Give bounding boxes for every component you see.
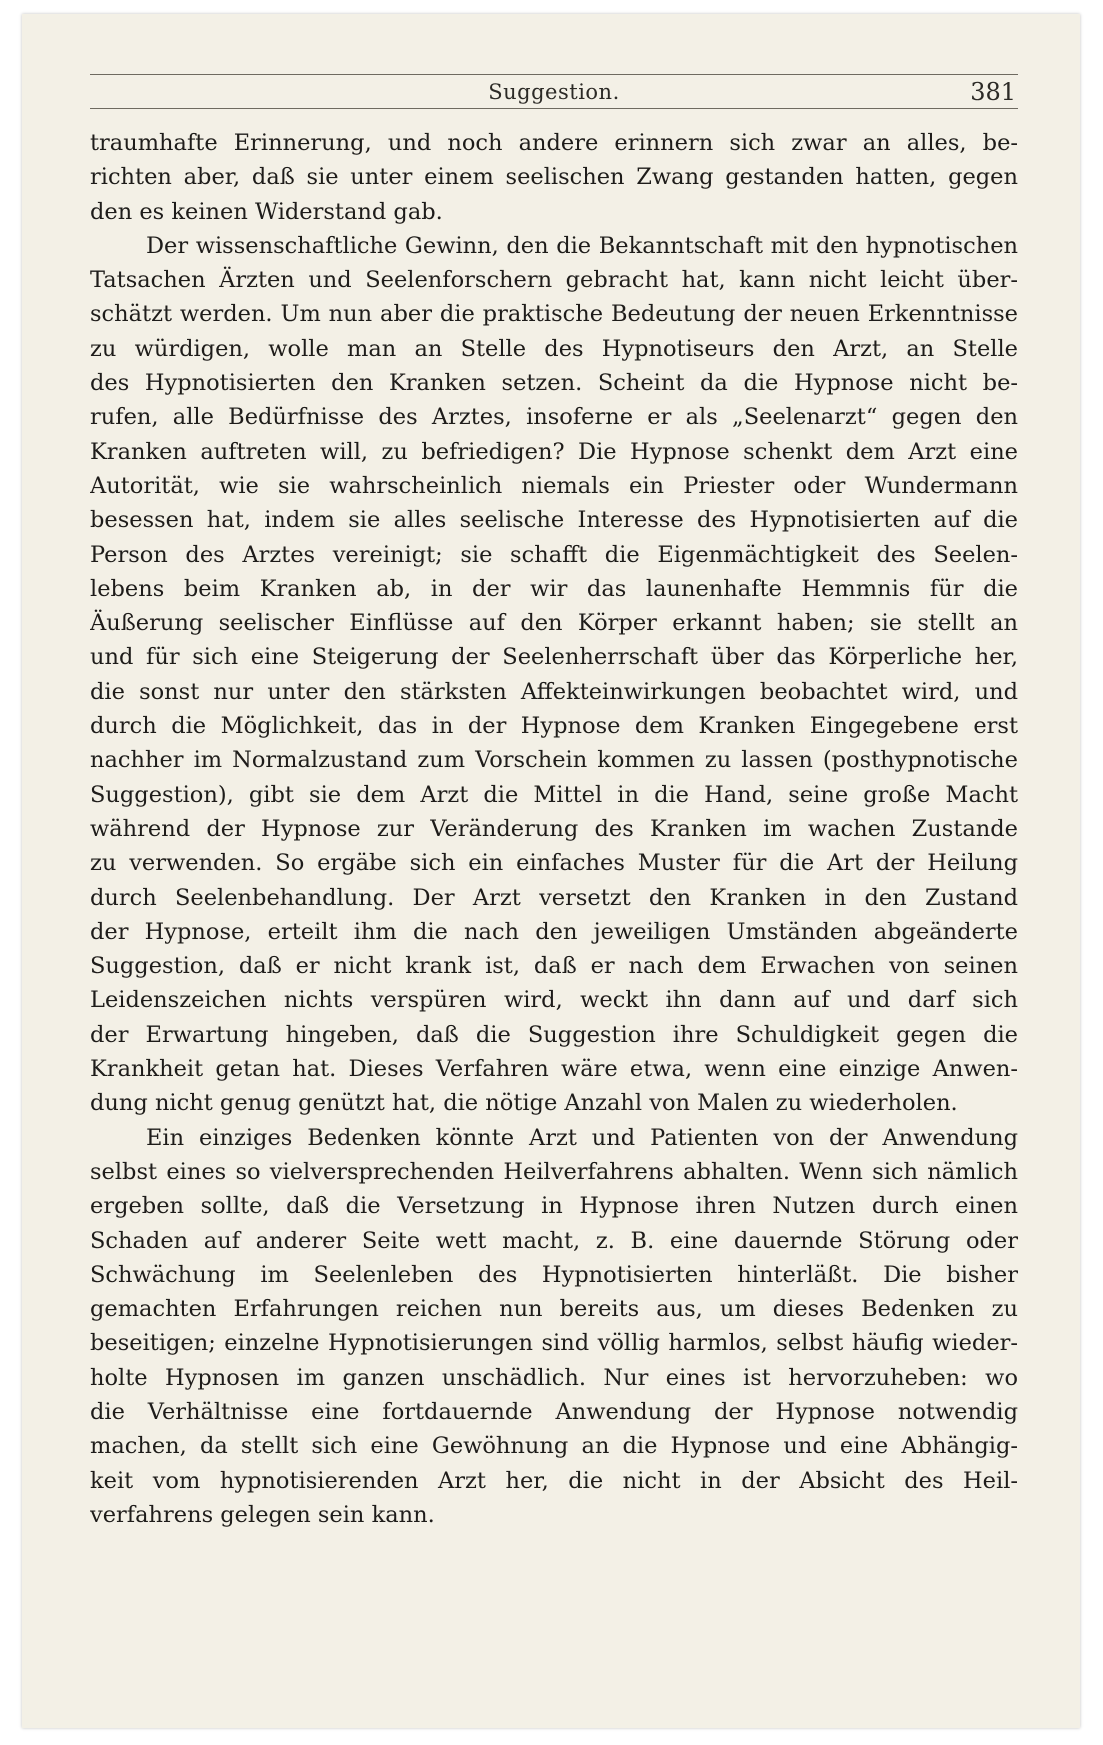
- text-line: durch die Möglichkeit, das in der Hypnose dem Kranken Eingegebene erst: [90, 713, 1018, 740]
- text-line: nachher im Normalzustand zum Vorschein kommen zu lassen (posthypnotische: [90, 747, 1018, 774]
- text-line: Schwächung im Seelenleben des Hypnotisierten hinterläßt. Die bisher: [90, 1261, 1018, 1288]
- text-line: Äußerung seelischer Einflüsse auf den Körper erkannt haben; sie stellt an: [90, 610, 1018, 637]
- text-line: Suggestion), gibt sie dem Arzt die Mittel in die Hand, seine große Macht: [90, 781, 1018, 808]
- text-line: die Verhältnisse eine fortdauernde Anwendung der Hypnose notwendig: [90, 1398, 1018, 1425]
- text-line: Suggestion, daß er nicht krank ist, daß er nach dem Erwachen von seinen: [90, 953, 1018, 980]
- text-line: der Hypnose, erteilt ihm die nach den jeweiligen Umständen abgeänderte: [90, 918, 1018, 945]
- text-line: richten aber, daß sie unter einem seelischen Zwang gestanden hatten, gegen: [90, 164, 1018, 191]
- text-line: Ein einziges Bedenken könnte Arzt und Patienten von der Anwendung: [146, 1124, 1018, 1151]
- paragraph: [90, 126, 1018, 229]
- paragraph: [90, 1121, 1018, 1533]
- header-top-rule: [90, 74, 1018, 75]
- text-line: keit vom hypnotisierenden Arzt her, die nicht in der Absicht des Heil-: [90, 1467, 1018, 1494]
- header-bottom-rule: [90, 108, 1018, 109]
- text-line: Schaden auf anderer Seite wett macht, z. B. eine dauernde Störung oder: [90, 1227, 1018, 1254]
- text-line: zu würdigen, wolle man an Stelle des Hypnotiseurs den Arzt, an Stelle: [90, 335, 1018, 362]
- text-line: Der wissenschaftliche Gewinn, den die Bekanntschaft mit den hypnotischen: [146, 232, 1018, 259]
- text-line: während der Hypnose zur Veränderung des Kranken im wachen Zustande: [90, 815, 1018, 842]
- text-line: beseitigen; einzelne Hypnotisierungen sind völlig harmlos, selbst häufig wieder-: [90, 1330, 1018, 1357]
- text-line: besessen hat, indem sie alles seelische Interesse des Hypnotisierten auf die: [90, 507, 1018, 534]
- text-line: Leidenszeichen nichts verspüren wird, weckt ihn dann auf und darf sich: [90, 987, 1018, 1014]
- text-line: ergeben sollte, daß die Versetzung in Hypnose ihren Nutzen durch einen: [90, 1193, 1018, 1220]
- text-line: traumhafte Erinnerung, und noch andere erinnern sich zwar an alles, be-: [90, 130, 1018, 156]
- text-line: verfahrens gelegen sein kann.: [90, 1501, 435, 1528]
- text-line: des Hypnotisierten den Kranken setzen. Scheint da die Hypnose nicht be-: [90, 370, 1018, 397]
- text-line: Person des Arztes vereinigt; sie schafft die Eigenmächtigkeit des Seelen-: [90, 541, 1018, 568]
- text-line: selbst eines so vielversprechenden Heilverfahrens abhalten. Wenn sich nämlich: [90, 1158, 1018, 1185]
- text-line: die sonst nur unter den stärksten Affekteinwirkungen beobachtet wird, und: [90, 678, 1018, 705]
- text-line: Kranken auftreten will, zu befriedigen? Die Hypnose schenkt dem Arzt eine: [90, 438, 1018, 465]
- body-text: [90, 126, 1018, 1532]
- text-line: Krankheit getan hat. Dieses Verfahren wäre etwa, wenn eine einzige Anwen-: [90, 1056, 1018, 1083]
- page-number: 381: [970, 78, 1016, 106]
- page-header: [90, 66, 1018, 110]
- book-page: [22, 14, 1080, 1728]
- text-line: lebens beim Kranken ab, in der wir das launenhafte Hemmnis für die: [90, 575, 1018, 602]
- text-line: der Erwartung hingeben, daß die Suggestion ihre Schuldigkeit gegen die: [90, 1021, 1018, 1048]
- text-line: durch Seelenbehandlung. Der Arzt versetzt den Kranken in den Zustand: [90, 884, 1018, 911]
- text-line: gemachten Erfahrungen reichen nun bereits aus, um dieses Bedenken zu: [90, 1296, 1018, 1323]
- text-line: schätzt werden. Um nun aber die praktische Bedeutung der neuen Erkenntnisse: [90, 301, 1018, 328]
- text-line: Tatsachen Ärzten und Seelenforschern gebracht hat, kann nicht leicht über-: [90, 267, 1018, 294]
- paragraph: [90, 229, 1018, 1121]
- text-line: und für sich eine Steigerung der Seelenherrschaft über das Körperliche her,: [90, 644, 1018, 671]
- text-line: machen, da stellt sich eine Gewöhnung an die Hypnose und eine Abhängig-: [90, 1433, 1018, 1460]
- text-line: Autorität, wie sie wahrscheinlich niemals ein Priester oder Wundermann: [90, 472, 1018, 499]
- text-line: rufen, alle Bedürfnisse des Arztes, insoferne er als „Seelenarzt“ gegen den: [90, 404, 1018, 431]
- text-line: holte Hypnosen im ganzen unschädlich. Nur eines ist hervorzuheben: wo: [90, 1364, 1018, 1391]
- running-title: Suggestion.: [488, 80, 620, 104]
- text-line: den es keinen Widerstand gab.: [90, 198, 443, 225]
- text-line: dung nicht genug genützt hat, die nötige Anzahl von Malen zu wiederholen.: [90, 1090, 958, 1117]
- text-line: zu verwenden. So ergäbe sich ein einfaches Muster für die Art der Heilung: [90, 850, 1018, 877]
